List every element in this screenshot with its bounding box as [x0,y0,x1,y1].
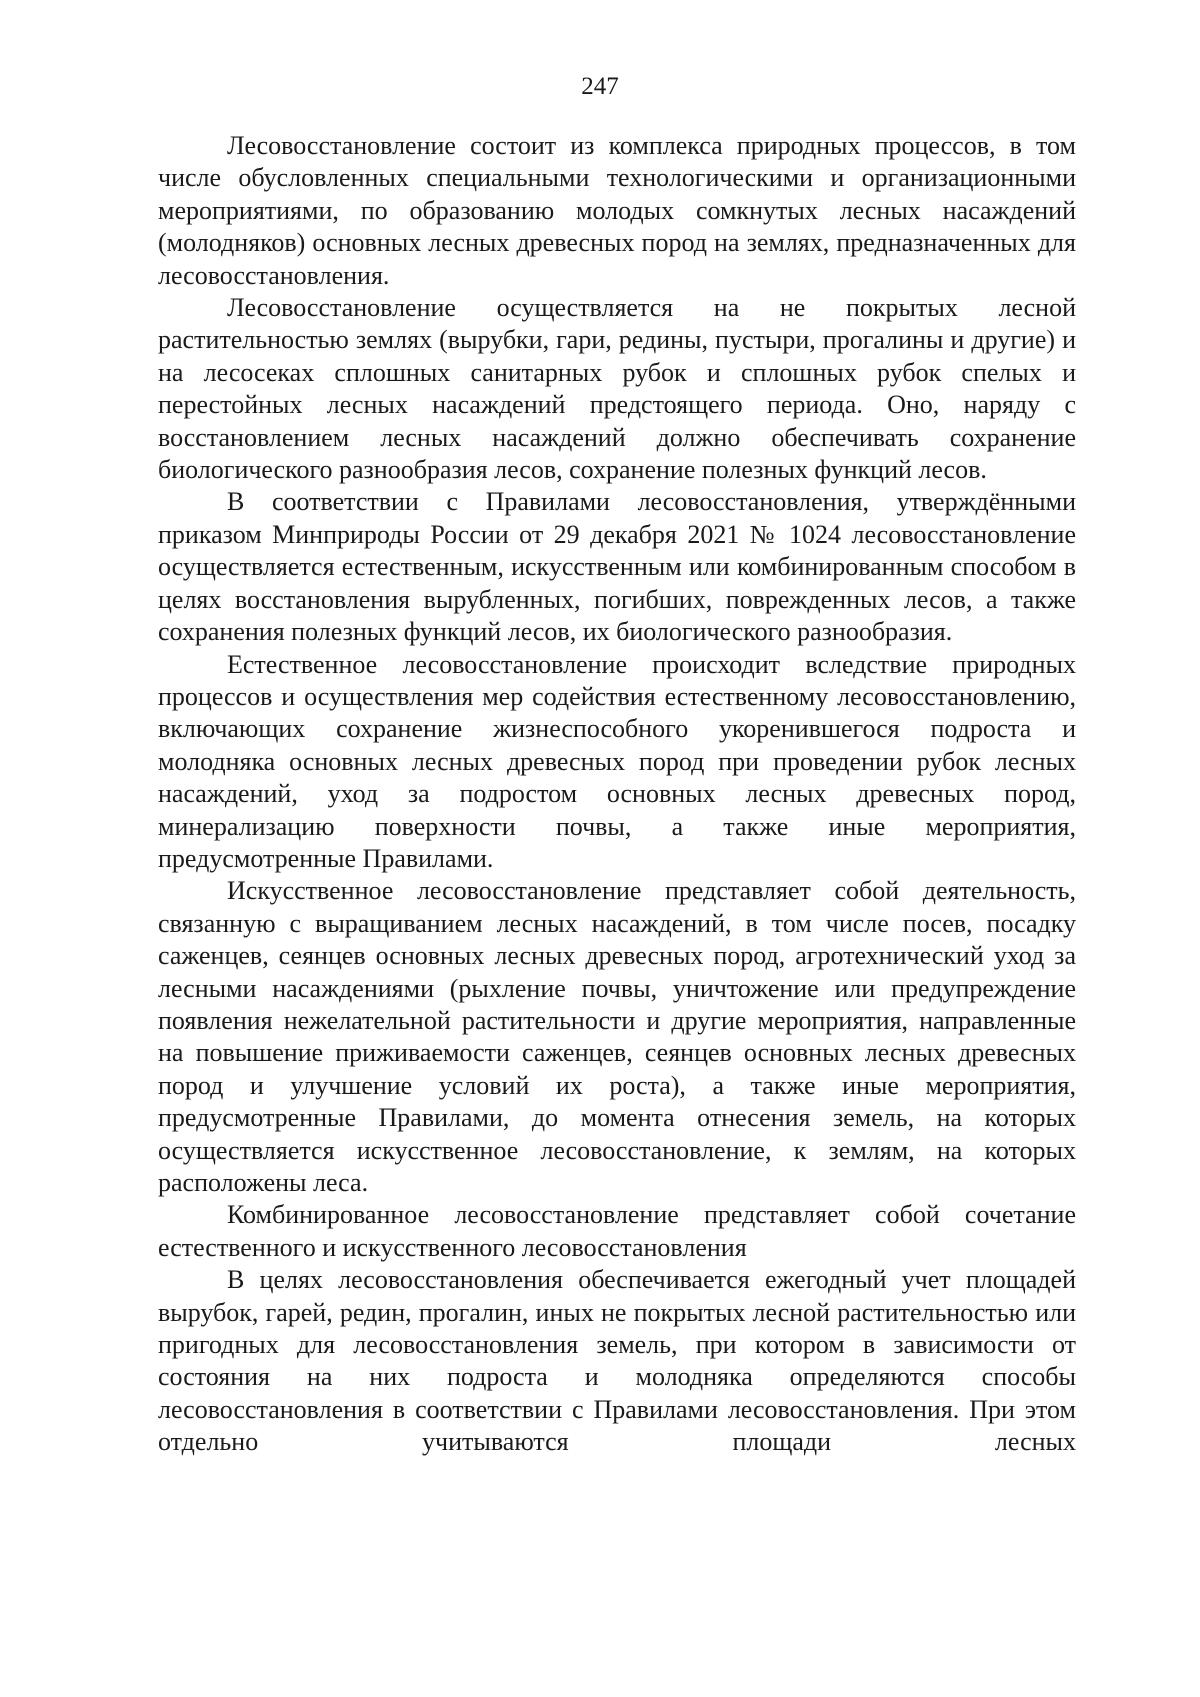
page-number: 247 [581,73,619,100]
body-text [158,130,1076,1459]
paragraph-reforestation-definition: Лесовосстановление состоит из комплекса природных процессов, в том числе обусловленных специальными технологическими и организационными мероприятиями, по образованию молодых сомкнутых лесных насаждений (молодняков) основных лесных древесных пород на землях, предназначенных для лесовосстановления. [158,131,1076,290]
paragraph-annual-accounting: В целях лесовосстановления обеспечивается ежегодный учет площадей вырубок, гарей, редин, прогалин, иных не покрытых лесной растительностью или пригодных для лесовосстановления земель, при котором в зависимости от состояния на них подроста и молодняка определяются способы лесовосстановления в соответствии с Правилами лесовосстановления. При этом отдельно учитываются площади лесных [158,1265,1076,1457]
paragraph-reforestation-lands: Лесовосстановление осуществляется на не покрытых лесной растительностью землях (вырубки, гари, редины, пустыри, прогалины и другие) и на лесосеках сплошных санитарных рубок и сплошных рубок спелых и перестойных лесных насаждений предстоящего периода. Оно, наряду с восстановлением лесных насаждений должно обеспечивать сохранение биологического разнообразия лесов, сохранение полезных функций лесов. [158,293,1076,485]
paragraph-artificial-reforestation: Искусственное лесовосстановление представляет собой деятельность, связанную с выращиванием лесных насаждений, в том числе посев, посадку саженцев, сеянцев основных лесных древесных пород, агротехнический уход за лесными насаждениями (рыхление почвы, уничтожение или предупреждение появления нежелательной растительности и другие мероприятия, направленные на повышение приживаемости саженцев, сеянцев основных лесных древесных пород и улучшение условий их роста), а также иные мероприятия, предусмотренные Правилами, до момента отнесения земель, на которых осуществляется искусственное лесовосстановление, к землям, на которых расположены леса. [158,876,1076,1197]
paragraph-natural-reforestation: Естественное лесовосстановление происходит вследствие природных процессов и осуществления мер содействия естественному лесовосстановлению, включающих сохранение жизнеспособного укоренившегося подроста и молодняка основных лесных древесных пород при проведении рубок лесных насаждений, уход за подростом основных лесных древесных пород, минерализацию поверхности почвы, а также иные мероприятия, предусмотренные Правилами. [158,649,1076,873]
paragraph-combined-reforestation: Комбинированное лесовосстановление представляет собой сочетание естественного и искусственного лесовосстановления [158,1200,1076,1262]
paragraph-reforestation-rules: В соответствии с Правилами лесовосстановления, утверждёнными приказом Минприроды России от 29 декабря 2021 № 1024 лесовосстановление осуществляется естественным, искусственным или комбинированным способом в целях восстановления вырубленных, погибших, поврежденных лесов, а также сохранения полезных функций лесов, их биологического разнообразия. [158,487,1076,647]
